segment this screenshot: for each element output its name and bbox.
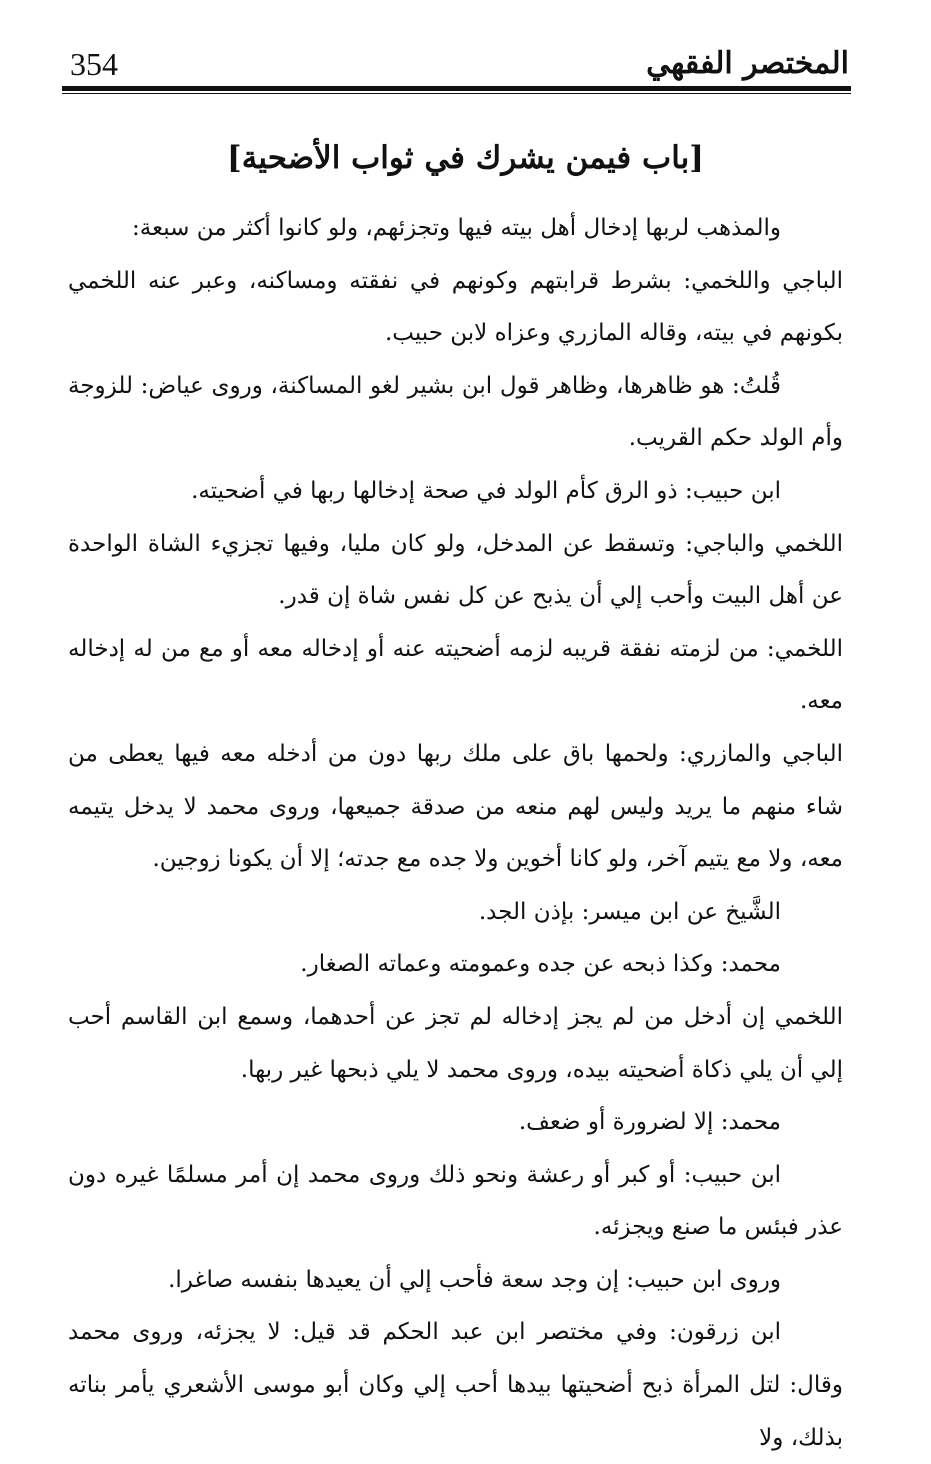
running-title: المختصر الفقهي <box>646 46 849 81</box>
paragraph: الباجي والمازري: ولحمها باق على ملك ربها دون من أدخله معه فيها يعطى من شاء منهم ما يريد وليس لهم منعه من صدقة جميعها، وروى محمد لا يدخل يتيمه معه، ولا مع يتيم آخر، ولو كانا أخوين ولا جده مع جدته؛ إلا أن يكونا زوجين. <box>68 740 843 873</box>
paragraph: والمذهب لربها إدخال أهل بيته فيها وتجزئهم، ولو كانوا أكثر من سبعة: <box>132 215 781 241</box>
paragraph: محمد: إلا لضرورة أو ضعف. <box>518 1109 781 1136</box>
chapter-heading: [باب فيمن يشرك في ثواب الأضحية] <box>227 140 704 176</box>
paragraph: ابن حبيب: ذو الرق كأم الولد في صحة إدخالها ربها في أضحيته. <box>191 477 781 504</box>
paragraph: ابن زرقون: وفي مختصر ابن عبد الحكم قد قيل: لا يجزئه، وروى محمد وقال: لتل المرأة ذبح أضحيتها بيدها أحب إلي وكان أبو موسى الأشعري يأمر بناته بذلك، ولا <box>68 1319 843 1451</box>
page-number: 354 <box>70 46 118 82</box>
paragraph: ابن حبيب: أو كبر أو رعشة ونحو ذلك وروى محمد إن أمر مسلمًا غيره دون عذر فبئس ما صنع ويجزئه. <box>68 1161 843 1241</box>
paragraph: اللخمي والباجي: وتسقط عن المدخل، ولو كان مليا، وفيها تجزيء الشاة الواحدة عن أهل البيت وأحب إلي أن يذبح عن كل نفس شاة إن قدر. <box>68 530 843 610</box>
paragraph: محمد: وكذا ذبحه عن جده وعمومته وعماته الصغار. <box>300 951 781 978</box>
paragraph: اللخمي: من لزمته نفقة قريبه لزمه أضحيته عنه أو إدخاله معه أو مع من له إدخاله معه. <box>68 635 843 715</box>
paragraph: الباجي واللخمي: بشرط قرابتهم وكونهم في نفقته ومساكنه، وعبر عنه اللخمي بكونهم في بيته، وقاله المازري وعزاه لابن حبيب. <box>68 267 844 347</box>
body-text <box>68 202 843 1464</box>
header-rule-thin <box>62 93 851 94</box>
paragraph: وروى ابن حبيب: إن وجد سعة فأحب إلي أن يعيدها بنفسه صاغرا. <box>168 1266 781 1293</box>
paragraph: قُلتُ: هو ظاهرها، وظاهر قول ابن بشير لغو المساكنة، وروى عياض: للزوجة وأم الولد حكم القريب. <box>68 372 843 452</box>
paragraph: الشَّيخ عن ابن ميسر: بإذن الجد. <box>478 898 781 925</box>
header-rule-thick <box>62 86 851 91</box>
page-header <box>70 44 849 90</box>
paragraph: اللخمي إن أدخل من لم يجز إدخاله لم تجز عن أحدهما، وسمع ابن القاسم أحب إلي أن يلي ذكاة أضحيته بيده، وروى محمد لا يلي ذبحها غير ربها. <box>68 1003 843 1083</box>
